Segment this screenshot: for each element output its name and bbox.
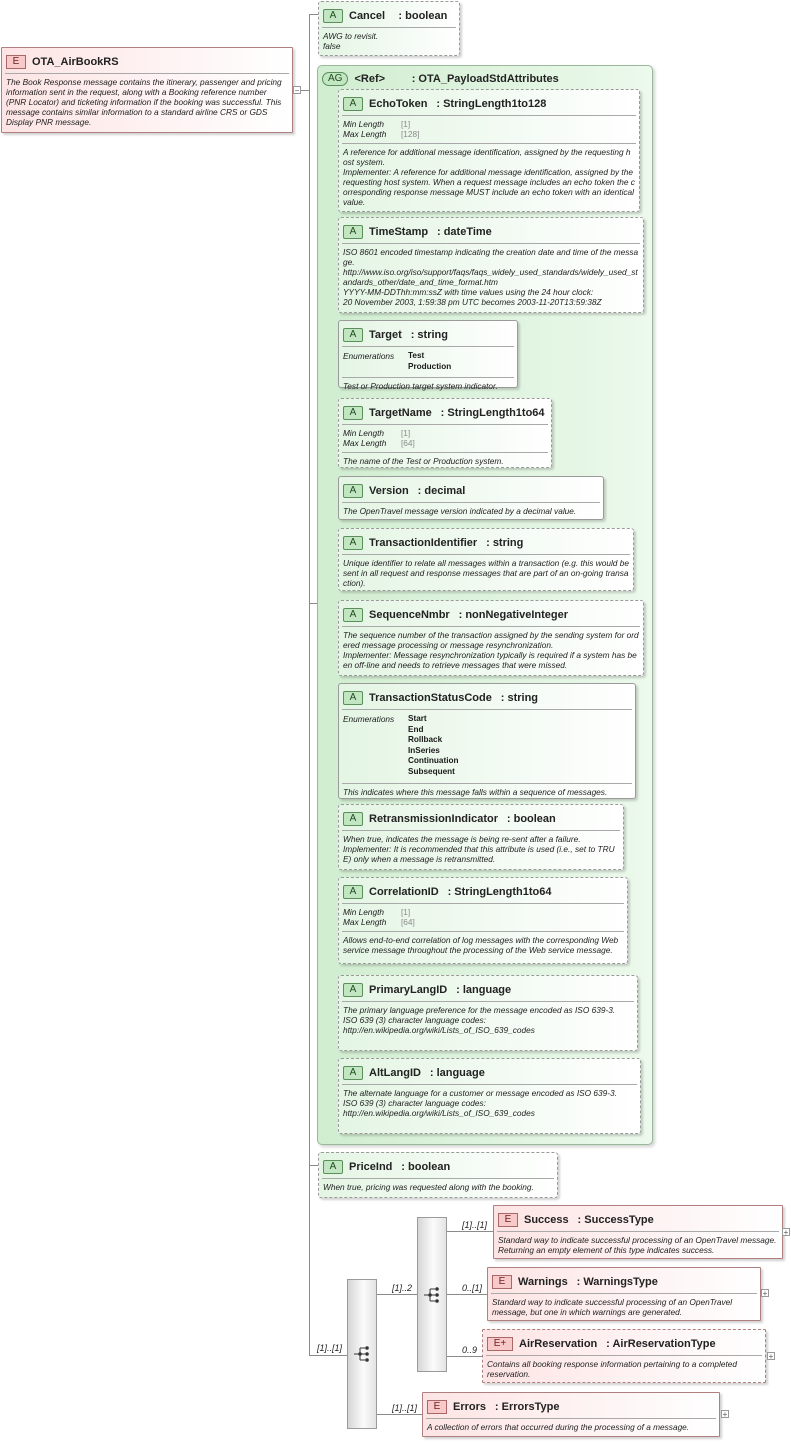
element-type: : ErrorsType [494, 1400, 560, 1413]
divider [342, 903, 624, 904]
inner-sequence-compositor[interactable] [417, 1217, 447, 1372]
divider [342, 931, 624, 932]
divider [342, 115, 636, 116]
root-element-name: OTA_AirBookRS [32, 55, 119, 68]
divider [426, 1418, 716, 1419]
facet-row [343, 119, 410, 129]
attribute-echotoken[interactable] [338, 89, 640, 212]
attribute-header [343, 534, 629, 550]
element-header [427, 1398, 715, 1414]
attribute-badge-icon: A [343, 225, 363, 239]
divider [342, 783, 632, 784]
element-type: : AirReservationType [606, 1337, 716, 1350]
facet-name: Min Length [343, 119, 385, 129]
attribute-doc: The name of the Test or Production system. [343, 456, 504, 466]
enum-value: InSeries [408, 745, 440, 755]
element-occurrence: 0..[1] [462, 1283, 483, 1293]
element-doc: Contains all booking response information pertaining to a completed reservation. [487, 1359, 737, 1379]
element-type: : WarningsType [576, 1275, 658, 1288]
enum-value: Production [408, 361, 452, 371]
element-warnings[interactable] [487, 1267, 761, 1321]
element-airreservation[interactable] [482, 1329, 766, 1383]
attribute-type: : boolean [401, 1160, 451, 1173]
attribute-doc: The OpenTravel message version indicated by a decimal value. [343, 506, 577, 516]
element-errors[interactable] [422, 1392, 720, 1437]
attribute-header [343, 223, 639, 239]
facet-row [343, 129, 419, 139]
attribute-type: : StringLength1to128 [436, 97, 547, 110]
attribute-name: TargetName [369, 406, 432, 419]
element-name: Errors [453, 1400, 487, 1413]
inner-sequence-occurrence: [1]..2 [392, 1283, 413, 1293]
attribute-name: EchoToken [369, 97, 428, 110]
attribute-type: : string [486, 536, 524, 549]
element-doc: Standard way to indicate successful processing of an OpenTravel message, but one in which warnings are generated. [492, 1297, 733, 1317]
attribute-name: RetransmissionIndicator [369, 812, 498, 825]
root-element-box[interactable] [1, 47, 293, 133]
divider [342, 626, 640, 627]
attribute-primarylangid[interactable] [338, 975, 638, 1051]
facet-name: Max Length [343, 438, 387, 448]
attribute-timestamp[interactable] [338, 217, 644, 313]
attribute-doc: ISO 8601 encoded timestamp indicating the creation date and time of the message. http://www.iso.org/iso/support/faqs/faqs_widely_used_standards/widely_used_standards_other/date_and_time_format.htm YYYY-MM-DDThh:mm:ssZ with time values using the 24 hour clock: 20 November 2003, 1:59:38 pm UTC becomes 2003-11-20T13:59:38Z [343, 247, 639, 307]
attribute-doc: Test or Production target system indicator. [343, 381, 498, 392]
element-badge-icon: E [498, 1213, 518, 1227]
attribute-badge-icon: A [323, 9, 343, 23]
facet-row [343, 907, 410, 917]
element-header [498, 1211, 778, 1227]
element-type: : SuccessType [577, 1213, 654, 1226]
connector-outer-to-errors [377, 1414, 422, 1415]
attribute-doc: The sequence number of the transaction assigned by the sending system for ordered message processing or message resynchronization. Implementer: Message resynchronization typically is required if a system has been off-line and needs to retrieve messages that were missed. [343, 630, 639, 670]
enum-value: End [408, 724, 424, 734]
enum-value: Test [408, 351, 425, 360]
divider [5, 73, 289, 74]
attribute-type: : string [410, 328, 448, 341]
divider [322, 1178, 554, 1179]
element-occurrence: 0..9 [462, 1345, 478, 1355]
attribute-doc: Allows end-to-end correlation of log messages with the corresponding Web service message throughout the processing of the Web service message. [343, 935, 619, 955]
attribute-type: : StringLength1to64 [447, 885, 552, 898]
attribute-type: : language [456, 983, 512, 996]
facet-name: Max Length [343, 917, 387, 927]
attribute-doc: The alternate language for a customer or message encoded as ISO 639-3. ISO 639 (3) character language codes: http://en.wikipedia.org/wiki/Lists_of_ISO_639_codes [343, 1088, 617, 1118]
attribute-doc: AWG to revisit. false [323, 31, 379, 51]
attribute-targetname[interactable] [338, 398, 552, 468]
attribute-badge-icon: A [343, 536, 363, 550]
divider [342, 346, 514, 347]
element-doc: Standard way to indicate successful processing of an OpenTravel message. Returning an empty element of this type indicates success. [498, 1235, 777, 1255]
attribute-badge-icon: A [343, 812, 363, 826]
attribute-badge-icon: A [343, 608, 363, 622]
attribute-header [343, 606, 639, 622]
divider [497, 1231, 779, 1232]
divider [342, 143, 636, 144]
connector-inner-to-success [447, 1231, 493, 1232]
attribute-sequencenmbr[interactable] [338, 600, 644, 676]
attribute-name: AltLangID [369, 1066, 421, 1079]
root-element-doc: The Book Response message contains the itinerary, passenger and pricing information sent in the request, along with a Booking reference number (PNR Locator) and ticketing information if the booking was successful. This message contains similar information to a standard airline CRS or GDS Display PNR message. [6, 77, 282, 127]
attribute-badge-icon: A [343, 97, 363, 111]
attribute-doc: This indicates where this message falls within a sequence of messages. [343, 786, 608, 797]
facet-name: Enumerations [343, 714, 395, 724]
attribute-type: : nonNegativeInteger [458, 608, 568, 621]
divider [322, 27, 456, 28]
attribute-header [343, 810, 619, 826]
element-occurrence: [1]..[1] [392, 1403, 418, 1413]
attribute-type: : dateTime [436, 225, 492, 238]
facet-value: [1] [401, 428, 411, 438]
element-success[interactable] [493, 1205, 783, 1259]
element-name: Warnings [518, 1275, 568, 1288]
attribute-header [343, 326, 513, 342]
sequence-icon [353, 1346, 371, 1362]
facet-value: [128] [401, 129, 420, 139]
element-name: Success [524, 1213, 569, 1226]
facet-value: [64] [401, 438, 415, 448]
attribute-header [343, 1064, 636, 1080]
root-element-header [6, 53, 288, 69]
element-name: AirReservation [519, 1337, 598, 1350]
attribute-header [343, 482, 599, 498]
attribute-priceind[interactable] [318, 1152, 558, 1198]
attribute-type: : string [500, 691, 539, 704]
outer-sequence-occurrence: [1]..[1] [317, 1343, 343, 1353]
attribute-name: Target [369, 328, 402, 341]
attribute-doc: When true, indicates the message is being re-sent after a failure. Implementer: It is recommended that this attribute is used (i.e., set to TRUE) only when a message is retransmitted. [343, 834, 615, 864]
attribute-correlationid[interactable] [338, 877, 628, 964]
enum-value: Subsequent [408, 767, 455, 776]
divider [342, 243, 640, 244]
element-header [487, 1335, 761, 1351]
expand-icon[interactable]: + [762, 1289, 768, 1298]
attribute-badge-icon: A [343, 691, 363, 705]
divider [342, 830, 620, 831]
expand-icon[interactable]: + [768, 1352, 774, 1361]
divider [342, 709, 632, 710]
element-badge-icon: E+ [487, 1337, 513, 1351]
expand-icon[interactable]: + [783, 1228, 789, 1237]
facet-value: [1] [401, 907, 411, 917]
element-doc: A collection of errors that occurred during the processing of a message. [427, 1422, 690, 1432]
expand-icon[interactable]: + [722, 1410, 728, 1419]
attribute-badge-icon: A [343, 484, 363, 498]
enum-value: Start [408, 714, 427, 723]
divider [342, 377, 514, 378]
attribute-type: : language [429, 1066, 485, 1079]
element-header [492, 1273, 756, 1289]
divider [342, 554, 630, 555]
enum-value: Continuation [408, 756, 459, 766]
attribute-header [323, 7, 455, 23]
attribute-target[interactable] [338, 320, 518, 392]
attribute-header [323, 1158, 553, 1174]
facet-name: Min Length [343, 907, 385, 917]
attribute-cancel[interactable] [318, 1, 460, 56]
attribute-altlangid[interactable] [338, 1058, 641, 1134]
sequence-icon [423, 1287, 441, 1303]
connector-inner-to-airreservation [447, 1356, 482, 1357]
facet-name: Enumerations [343, 351, 395, 361]
divider [486, 1355, 762, 1356]
divider [342, 1001, 634, 1002]
attribute-name: PrimaryLangID [369, 983, 448, 996]
attribute-type: : decimal [417, 484, 466, 497]
attribute-badge-icon: A [343, 983, 363, 997]
attribute-name: SequenceNmbr [369, 608, 450, 621]
enumerations-label [343, 714, 401, 724]
enumerations-label [343, 351, 401, 361]
facet-value: [1] [401, 119, 411, 129]
divider [342, 502, 600, 503]
attribute-name: CorrelationID [369, 885, 439, 898]
connector-main-trunk [309, 14, 310, 1355]
divider [491, 1293, 757, 1294]
attribute-badge-icon: A [343, 328, 363, 342]
connector-to-outer-sequence [309, 1355, 347, 1356]
attribute-badge-icon: A [323, 1160, 343, 1174]
attribute-doc: When true, pricing was requested along with the booking. [323, 1182, 534, 1192]
attribute-header [343, 95, 635, 111]
connector-inner-to-warnings [447, 1294, 487, 1295]
attribute-header [343, 883, 623, 899]
facet-value: [64] [401, 917, 415, 927]
element-badge-icon: E [6, 55, 26, 69]
attribute-name: Version [369, 484, 409, 497]
attribute-group-header [322, 70, 648, 86]
attribute-name: PriceInd [349, 1160, 393, 1173]
attribute-group-type: : OTA_PayloadStdAttributes [411, 72, 559, 85]
attribute-name: TransactionIdentifier [369, 536, 478, 549]
attribute-group-ref: <Ref> [354, 72, 386, 85]
attribute-doc: Unique identifier to relate all messages within a transaction (e.g. this would be sent in all request and response messages that are part of an on-going transaction). [343, 558, 629, 588]
divider [342, 424, 548, 425]
divider [342, 452, 548, 453]
element-badge-icon: E [492, 1275, 512, 1289]
attribute-badge-icon: A [343, 885, 363, 899]
attribute-badge-icon: A [343, 406, 363, 420]
attribute-header [343, 404, 547, 420]
facet-row [343, 428, 410, 438]
attribute-name: TransactionStatusCode [369, 691, 492, 704]
attribute-transactionstatuscode[interactable] [338, 683, 636, 799]
divider [342, 1084, 637, 1085]
facet-row [343, 438, 415, 448]
attribute-doc: A reference for additional message identification, assigned by the requesting host system. Implementer: A reference for additional message identification, assigned by the requesting host system. When a request message includes an echo token the corresponding response message MUST include an echo token with an identical value. [343, 147, 635, 207]
attribute-name: TimeStamp [369, 225, 429, 238]
attribute-doc: The primary language preference for the message encoded as ISO 639-3. ISO 639 (3) character language codes: http://en.wikipedia.org/wiki/Lists_of_ISO_639_codes [343, 1005, 616, 1035]
enum-value: Rollback [408, 735, 443, 745]
element-occurrence: [1]..[1] [462, 1220, 488, 1230]
attribute-version[interactable] [338, 476, 604, 520]
attribute-type: : boolean [506, 812, 556, 825]
facet-name: Min Length [343, 428, 385, 438]
attribute-type: : StringLength1to64 [440, 406, 545, 419]
outer-sequence-compositor[interactable] [347, 1279, 377, 1429]
attribute-badge-icon: A [343, 1066, 363, 1080]
attribute-header [343, 689, 631, 705]
attribute-group-badge-icon: AG [322, 72, 348, 86]
collapse-icon[interactable]: − [294, 86, 300, 95]
attribute-retransmissionindicator[interactable] [338, 804, 624, 870]
attribute-name: Cancel [349, 9, 386, 22]
attribute-transactionidentifier[interactable] [338, 528, 634, 591]
element-badge-icon: E [427, 1400, 447, 1414]
facet-row [343, 917, 415, 927]
attribute-header [343, 981, 633, 997]
attribute-type: : boolean [398, 9, 448, 22]
facet-name: Max Length [343, 129, 387, 139]
connector-outer-to-inner [377, 1294, 417, 1295]
